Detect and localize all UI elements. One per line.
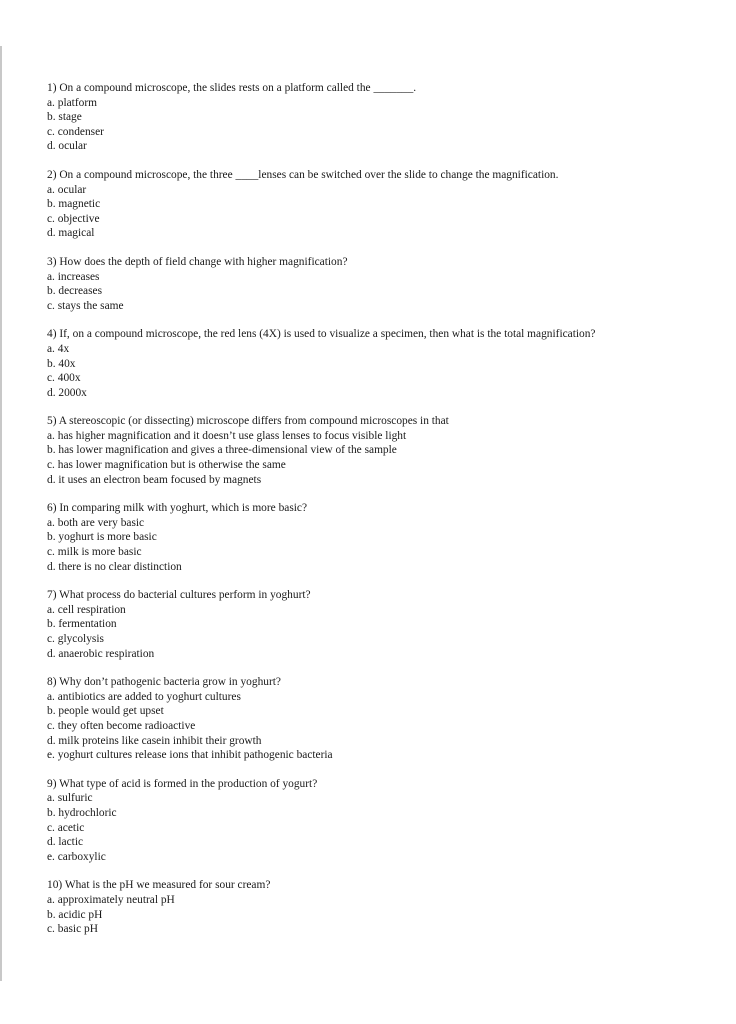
answer-option: b. acidic pH [47, 908, 103, 921]
question-text: 2) On a compound microscope, the three ____lenses can be switched over the slide to change the magnification. [47, 168, 559, 181]
answer-option: a. increases [47, 270, 100, 283]
question-block-5 [47, 414, 717, 487]
answer-option: b. fermentation [47, 618, 117, 631]
answer-option: d. anaerobic respiration [47, 647, 155, 660]
answer-option: d. lactic [47, 836, 84, 849]
question-text: 3) How does the depth of field change with higher magnification? [47, 255, 348, 268]
answer-option: d. ocular [47, 140, 87, 153]
question-block-2 [47, 168, 717, 241]
answer-option: a. sulfuric [47, 792, 93, 805]
answer-option: c. they often become radioactive [47, 719, 196, 732]
answer-option: d. magical [47, 227, 95, 240]
answer-option: a. 4x [47, 342, 70, 355]
answer-option: b. magnetic [47, 198, 101, 211]
answer-option: a. both are very basic [47, 516, 145, 529]
answer-option: c. has lower magnification but is otherwise the same [47, 459, 286, 472]
answer-option: c. stays the same [47, 299, 124, 312]
question-text: 4) If, on a compound microscope, the red lens (4X) is used to visualize a specimen, then what is the total magnification? [47, 328, 596, 341]
answer-option: b. decreases [47, 285, 103, 298]
answer-option: c. 400x [47, 372, 81, 385]
question-text: 10) What is the pH we measured for sour cream? [47, 879, 271, 892]
question-block-6 [47, 501, 717, 574]
question-text: 9) What type of acid is formed in the production of yogurt? [47, 777, 318, 790]
answer-option: a. has higher magnification and it doesn’t use glass lenses to focus visible light [47, 429, 407, 442]
answer-option: b. 40x [47, 357, 76, 370]
answer-option: c. glycolysis [47, 633, 104, 645]
question-block-7 [47, 588, 717, 661]
answer-option: a. antibiotics are added to yoghurt cultures [47, 690, 241, 703]
answer-option: e. carboxylic [47, 850, 106, 863]
answer-option: d. milk proteins like casein inhibit their growth [47, 734, 262, 747]
question-text: 6) In comparing milk with yoghurt, which is more basic? [47, 502, 308, 515]
page-edge-line [0, 46, 2, 981]
question-block-1 [47, 81, 717, 154]
answer-option: a. ocular [47, 183, 87, 196]
answer-option: d. it uses an electron beam focused by magnets [47, 473, 262, 486]
question-block-9 [47, 777, 717, 865]
answer-option: b. yoghurt is more basic [47, 531, 157, 544]
question-block-10 [47, 878, 717, 936]
answer-option: b. stage [47, 111, 82, 124]
answer-option: a. approximately neutral pH [47, 893, 175, 906]
question-block-3 [47, 255, 717, 313]
answer-option: b. has lower magnification and gives a three-dimensional view of the sample [47, 444, 397, 457]
quiz-document [47, 81, 717, 951]
answer-option: c. acetic [47, 821, 85, 834]
answer-option: c. milk is more basic [47, 546, 142, 559]
question-text: 7) What process do bacterial cultures perform in yoghurt? [47, 589, 311, 602]
answer-option: e. yoghurt cultures release ions that inhibit pathogenic bacteria [47, 749, 333, 762]
answer-option: d. 2000x [47, 386, 87, 399]
answer-option: b. hydrochloric [47, 806, 117, 819]
answer-option: a. platform [47, 96, 97, 109]
question-text: 8) Why don’t pathogenic bacteria grow in yoghurt? [47, 676, 281, 689]
answer-option: c. condenser [47, 125, 104, 138]
answer-option: b. people would get upset [47, 705, 164, 718]
answer-option: d. there is no clear distinction [47, 560, 182, 573]
question-text: 5) A stereoscopic (or dissecting) microscope differs from compound microscopes in that [47, 415, 449, 428]
answer-option: c. basic pH [47, 923, 98, 936]
answer-option: a. cell respiration [47, 603, 126, 616]
question-text: 1) On a compound microscope, the slides rests on a platform called the _______. [47, 82, 417, 94]
question-block-8 [47, 675, 717, 763]
answer-option: c. objective [47, 212, 100, 225]
question-block-4 [47, 327, 717, 400]
